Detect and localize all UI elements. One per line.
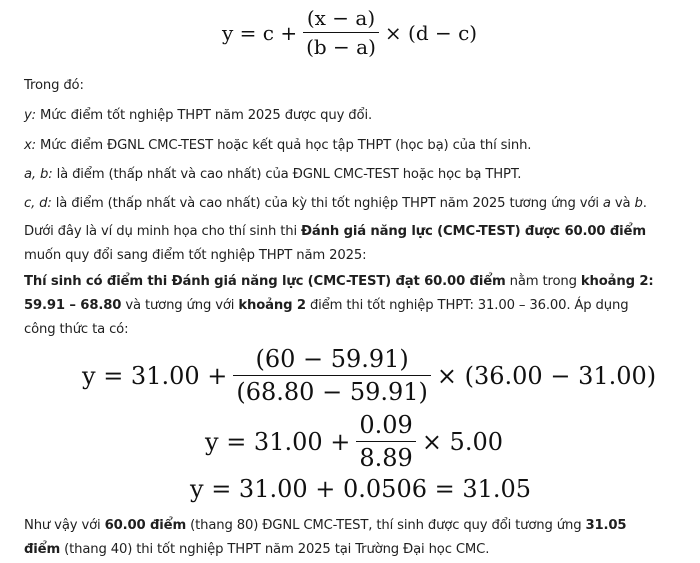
formula-tail: × (d − c) xyxy=(384,20,478,45)
detail-text-3: điểm thi tốt nghiệp THPT: 31.00 – 36.00. Áp dụng công thức ta có: xyxy=(24,298,629,337)
detail-text-2: và tương ứng với xyxy=(125,298,235,313)
definition-var-b: b xyxy=(634,196,643,211)
definition-var: c, d: xyxy=(24,196,52,211)
conclusion-text-1: Như vậy với xyxy=(24,518,101,533)
definition-x xyxy=(24,134,660,158)
example-paragraph xyxy=(24,220,660,268)
example-detail-paragraph xyxy=(24,270,660,342)
conclusion-paragraph xyxy=(24,514,660,562)
definition-text: Mức điểm ĐGNL CMC-TEST hoặc kết quả học tập THPT (học bạ) của thí sinh. xyxy=(40,138,532,153)
formula-result: y = 31.00 + 0.0506 = 31.05 xyxy=(190,475,532,503)
general-formula xyxy=(222,6,477,59)
formula-denominator: (b − a) xyxy=(303,32,379,59)
definition-ab xyxy=(24,163,660,187)
formula-step-1 xyxy=(82,345,656,406)
formula-lhs: y = c + xyxy=(222,20,298,45)
formula-fraction xyxy=(356,411,415,472)
example-bold: Đánh giá năng lực (CMC-TEST) được 60.00 điểm xyxy=(301,224,646,239)
definition-and: và xyxy=(614,196,631,211)
conclusion-bold-2: 31.05 điểm xyxy=(24,518,627,557)
formula-numerator: 0.09 xyxy=(359,411,413,439)
definition-var: x: xyxy=(24,138,36,153)
definition-var: a, b: xyxy=(24,167,53,182)
formula-lhs: y = 31.00 + xyxy=(82,361,228,390)
definition-var-a: a xyxy=(602,196,611,211)
formula-numerator: (x − a) xyxy=(306,6,376,30)
definition-y xyxy=(24,104,660,128)
conclusion-bold-1: 60.00 điểm xyxy=(104,518,187,533)
definition-text: là điểm (thấp nhất và cao nhất) của ĐGNL CMC-TEST hoặc học bạ THPT. xyxy=(56,167,522,182)
definition-period: . xyxy=(642,196,647,211)
definition-text: Mức điểm tốt nghiệp THPT năm 2025 được quy đổi. xyxy=(40,108,373,123)
formula-step-3 xyxy=(190,475,531,503)
detail-bold-3: khoảng 2 xyxy=(238,298,306,313)
formula-lhs: y = 31.00 + xyxy=(205,427,351,456)
formula-numerator: (60 − 59.91) xyxy=(255,345,409,373)
example-text: Dưới đây là ví dụ minh họa cho thí sinh thi xyxy=(24,224,297,239)
formula-fraction xyxy=(303,6,379,59)
formula-tail: × 5.00 xyxy=(421,427,503,456)
detail-bold-2: khoảng 2: 59.91 – 68.80 xyxy=(24,274,654,313)
definition-cd xyxy=(24,192,660,216)
intro-text: Trong đó: xyxy=(24,78,84,93)
detail-bold-1: Thí sinh có điểm thi Đánh giá năng lực (CMC-TEST) đạt 60.00 điểm xyxy=(24,274,506,289)
formula-tail: × (36.00 − 31.00) xyxy=(436,361,657,390)
definition-text: là điểm (thấp nhất và cao nhất) của kỳ thi tốt nghiệp THPT năm 2025 tương ứng với xyxy=(55,196,599,211)
formula-step-2 xyxy=(205,411,503,472)
formula-denominator: 8.89 xyxy=(356,441,415,472)
conclusion-text-3: (thang 40) thi tốt nghiệp THPT năm 2025 tại Trường Đại học CMC. xyxy=(64,542,490,557)
detail-text-1: nằm trong xyxy=(509,274,577,289)
definition-var: y: xyxy=(24,108,36,123)
formula-fraction xyxy=(233,345,431,406)
example-text-rest: muốn quy đổi sang điểm tốt nghiệp THPT năm 2025: xyxy=(24,248,367,263)
conclusion-text-2: (thang 80) ĐGNL CMC-TEST, thí sinh được quy đổi tương ứng xyxy=(190,518,582,533)
formula-denominator: (68.80 − 59.91) xyxy=(233,375,431,406)
